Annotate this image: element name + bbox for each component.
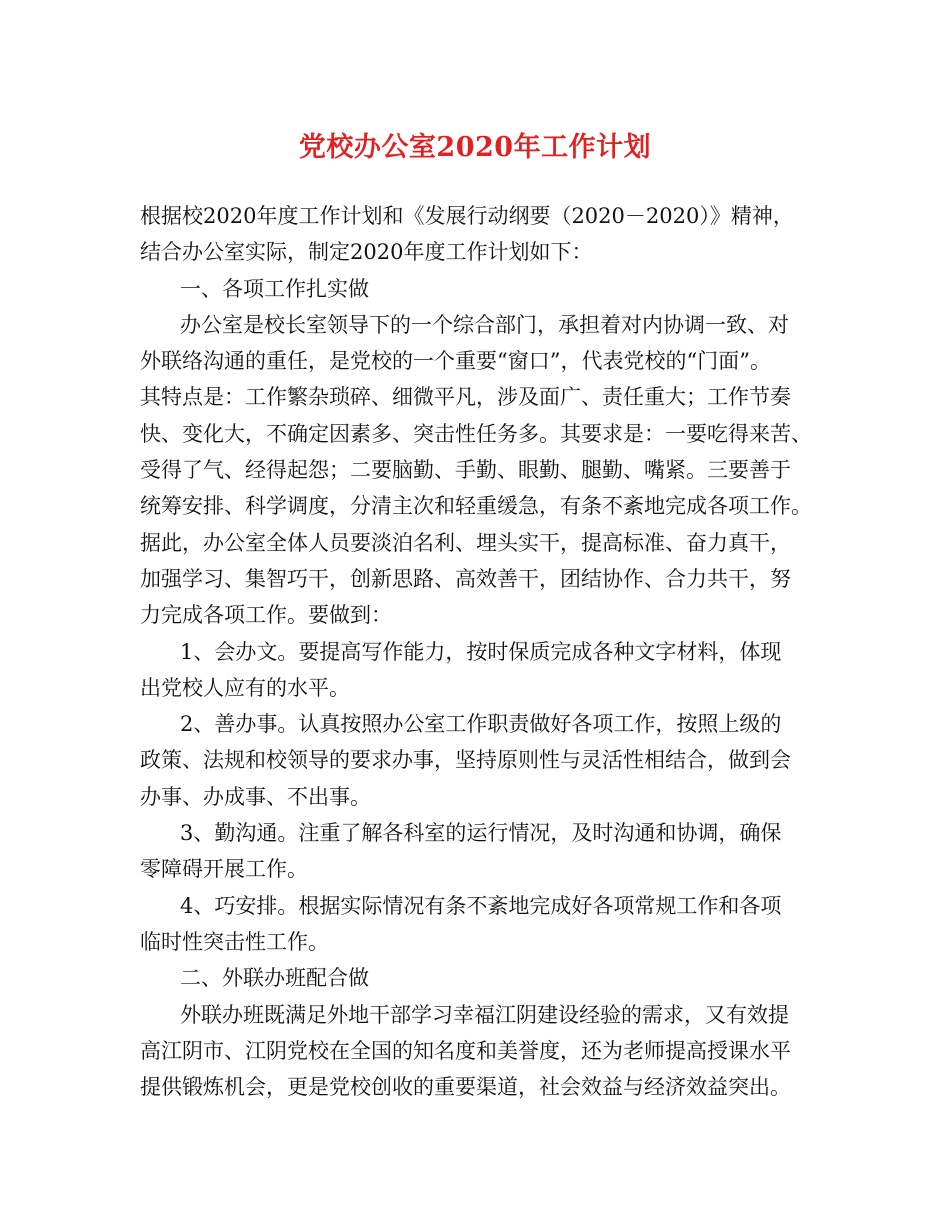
text-line: 高江阴市、江阴党校在全国的知名度和美誉度，还为老师提高授课水平 xyxy=(140,1038,791,1063)
text-line: 提供锻炼机会，更是党校创收的重要渠道，社会效益与经济效益突出。 xyxy=(140,1075,791,1100)
text-line: 统筹安排、科学调度，分清主次和轻重缓急，有条不紊地完成各项工作。 xyxy=(140,494,812,519)
text-line: 1、会办文。要提高写作能力，按时保质完成各种文字材料，体现 xyxy=(180,639,782,664)
text-line: 据此，办公室全体人员要淡泊名利、埋头实干，提高标准、奋力真干， xyxy=(140,530,791,555)
text-line: 办公室是校长室领导下的一个综合部门，承担着对内协调一致、对 xyxy=(180,312,789,337)
text-line: 外联络沟通的重任，是党校的一个重要“窗口”，代表党校的“门面”。 xyxy=(140,349,771,374)
text-line: 一、各项工作扎实做 xyxy=(180,276,369,301)
text-line: 临时性突击性工作。 xyxy=(140,929,329,954)
text-line: 零障碍开展工作。 xyxy=(140,857,308,882)
text-line: 二、外联办班配合做 xyxy=(180,966,369,991)
text-line: 加强学习、集智巧干，创新思路、高效善干，团结协作、合力共干，努 xyxy=(140,566,791,591)
text-line: 根据校2020年度工作计划和《发展行动纲要（2020－2020）》精神， xyxy=(140,204,794,228)
text-line: 结合办公室实际，制定2020年度工作计划如下： xyxy=(140,240,593,265)
text-line: 力完成各项工作。要做到： xyxy=(140,603,392,628)
text-line: 4、巧安排。根据实际情况有条不紊地完成好各项常规工作和各项 xyxy=(180,893,782,918)
text-line: 办事、办成事、不出事。 xyxy=(140,784,371,809)
document-title: 党校办公室2020年工作计划 xyxy=(298,132,652,163)
text-line: 受得了气、经得起怨；二要脑勤、手勤、眼勤、腿勤、嘴紧。三要善于 xyxy=(140,458,791,483)
text-line: 2、善办事。认真按照办公室工作职责做好各项工作，按照上级的 xyxy=(180,712,782,737)
text-line: 其特点是：工作繁杂琐碎、细微平凡，涉及面广、责任重大；工作节奏 xyxy=(140,385,791,410)
text-line: 3、勤沟通。注重了解各科室的运行情况，及时沟通和协调，确保 xyxy=(180,821,782,846)
text-line: 出党校人应有的水平。 xyxy=(140,675,350,700)
text-line: 外联办班既满足外地干部学习幸福江阴建设经验的需求，又有效提 xyxy=(180,1002,789,1027)
text-line: 快、变化大，不确定因素多、突击性任务多。其要求是：一要吃得来苦、 xyxy=(140,421,812,446)
text-line: 政策、法规和校领导的要求办事，坚持原则性与灵活性相结合，做到会 xyxy=(140,748,791,773)
document-body xyxy=(140,198,830,1105)
